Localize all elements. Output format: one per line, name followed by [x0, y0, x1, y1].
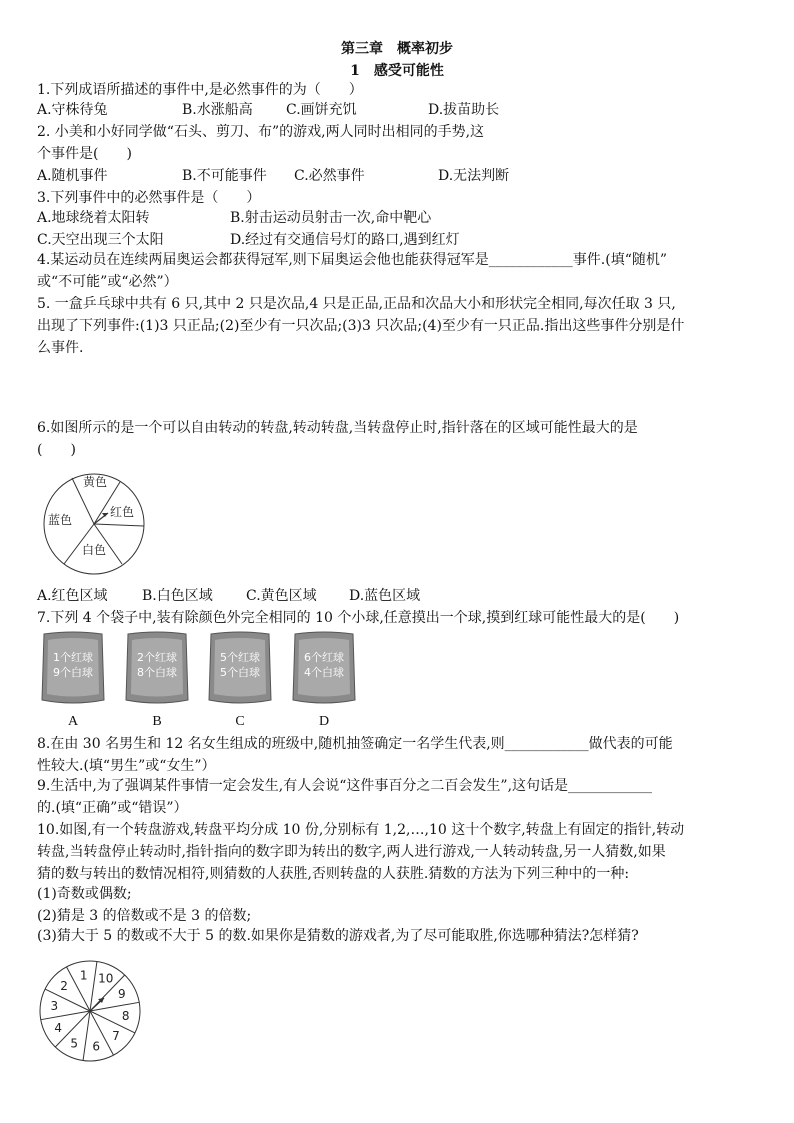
q1-option-b: B.水涨船高: [182, 102, 253, 118]
q10-spinner-number: 6: [92, 1039, 101, 1054]
q10-spinner-number: 2: [60, 978, 68, 993]
q8-line2: 性较大.(填“男生”或“女生”）: [37, 758, 216, 774]
q6-line2: ( ): [37, 442, 76, 458]
q6-spinner: [34, 468, 154, 580]
bag-a-white: 9个白球: [53, 666, 93, 679]
q2-option-a: A.随机事件: [37, 168, 108, 184]
q10-line2: 转盘,当转盘停止转动时,指针指向的数字即为转出的数字,两人进行游戏,一人转动转盘,另一人猜数,如果: [37, 844, 666, 860]
bag-c-red: 5个红球: [220, 651, 260, 664]
q10-spinner-number: 8: [121, 1009, 130, 1024]
chapter-title: 第三章 概率初步: [341, 41, 453, 57]
q10-line3: 猜的数与转出的数情况相符,则猜数的人获胜,否则转盘的人获胜.猜数的方法为下列三种中的一种:: [37, 866, 630, 882]
q7-bag-c: [207, 630, 273, 706]
q10-spinner-number: 7: [112, 1029, 120, 1044]
q5-line1: 5. 一盒乒乓球中共有 6 只,其中 2 只是次品,4 只是正品,正品和次品大小和形状完全相同,每次任取 3 只,: [37, 296, 676, 312]
q3-option-d: D.经过有交通信号灯的路口,遇到红灯: [230, 232, 460, 248]
q10-line5: (2)猜是 3 的倍数或不是 3 的倍数;: [37, 908, 252, 924]
q6-label-yellow: 黄色: [83, 475, 108, 489]
q1-stem: 1.下列成语所描述的事件中,是必然事件的为（ ）: [37, 82, 363, 98]
q2-option-d: D.无法判断: [438, 168, 510, 184]
q2-option-b: B.不可能事件: [182, 168, 267, 184]
q10-line6: (3)猜大于 5 的数或不大于 5 的数.如果你是猜数的游戏者,为了尽可能取胜,你选哪种猜法?怎样猜?: [37, 928, 639, 944]
q10-spinner: [34, 958, 146, 1066]
q7-bag-label-b: B: [152, 714, 162, 729]
q6-option-a: A.红色区域: [37, 588, 108, 604]
q3-option-a: A.地球绕着太阳转: [37, 210, 150, 226]
section-title: 1 感受可能性: [350, 63, 444, 79]
q10-spinner-number: 9: [117, 987, 126, 1002]
q2-stem-line1: 2. 小美和小好同学做“石头、剪刀、布”的游戏,两人同时出相同的手势,这: [37, 124, 485, 140]
q4-line1: 4.某运动员在连续两届奥运会都获得冠军,则下届奥运会他也能获得冠军是____________事件.(填“随机”: [37, 252, 668, 268]
q10-line1: 10.如图,有一个转盘游戏,转盘平均分成 10 份,分别标有 1,2,…,10 这十个数字,转盘上有固定的指针,转动: [37, 822, 685, 838]
q6-option-c: C.黄色区域: [246, 588, 317, 604]
q6-option-d: D.蓝色区域: [349, 588, 421, 604]
q6-option-b: B.白色区域: [142, 588, 213, 604]
q7-bag-label-a: A: [67, 714, 79, 729]
q9-line1: 9.生活中,为了强调某件事情一定会发生,有人会说“这件事百分之二百会发生”,这句话是____________: [37, 778, 653, 794]
q10-spinner-number: 10: [98, 971, 114, 986]
q10-spinner-number: 1: [79, 968, 88, 983]
q7-stem: 7.下列 4 个袋子中,装有除颜色外完全相同的 10 个小球,任意摸出一个球,摸到红球可能性最大的是( ): [37, 610, 680, 626]
q7-bag-label-c: C: [235, 714, 245, 729]
q6-label-blue: 蓝色: [48, 513, 73, 527]
bag-c-white: 5个白球: [220, 666, 260, 679]
bag-icon: [291, 630, 357, 706]
bag-b-red: 2个红球: [137, 651, 177, 664]
bag-icon: [124, 630, 190, 706]
q10-spinner-number: 5: [70, 1036, 79, 1051]
q10-spinner-number: 4: [54, 1020, 63, 1035]
q1-option-a: A.守株待兔: [37, 102, 108, 118]
q3-option-b: B.射击运动员射击一次,命中靶心: [230, 210, 432, 226]
q7-bag-a: [40, 630, 106, 706]
bag-d-white: 4个白球: [304, 666, 344, 679]
q1-option-c: C.画饼充饥: [286, 102, 357, 118]
q5-line2: 出现了下列事件:(1)3 只正品;(2)至少有一只次品;(3)3 只次品;(4)至少有一只正品.指出这些事件分别是什: [37, 318, 685, 334]
q1-option-d: D.拔苗助长: [428, 102, 500, 118]
bag-b-white: 8个白球: [137, 666, 177, 679]
q7-bag-label-d: D: [318, 714, 330, 729]
q7-bag-d: [291, 630, 357, 706]
q2-stem-line2: 个事件是( ): [37, 146, 132, 162]
bag-d-red: 6个红球: [304, 651, 344, 664]
q10-line4: (1)奇数或偶数;: [37, 886, 132, 902]
bag-icon: [40, 630, 106, 706]
q5-line3: 么事件.: [37, 340, 84, 356]
bag-icon: [207, 630, 273, 706]
q6-label-white: 白色: [82, 543, 107, 557]
q3-stem: 3.下列事件中的必然事件是（ ）: [37, 190, 261, 206]
bag-a-red: 1个红球: [53, 651, 93, 664]
q6-label-red: 红色: [110, 505, 135, 519]
q6-line1: 6.如图所示的是一个可以自由转动的转盘,转动转盘,当转盘停止时,指针落在的区域可能性最大的是: [37, 420, 638, 436]
q8-line1: 8.在由 30 名男生和 12 名女生组成的班级中,随机抽签确定一名学生代表,则____________做代表的可能: [37, 736, 673, 752]
q4-line2: 或“不可能”或“必然”）: [37, 274, 178, 290]
q2-option-c: C.必然事件: [294, 168, 365, 184]
q3-option-c: C.天空出现三个太阳: [37, 232, 164, 248]
q7-bag-b: [124, 630, 190, 706]
q10-spinner-number: 3: [50, 998, 59, 1013]
q9-line2: 的.(填“正确”或“错误”）: [37, 800, 188, 816]
